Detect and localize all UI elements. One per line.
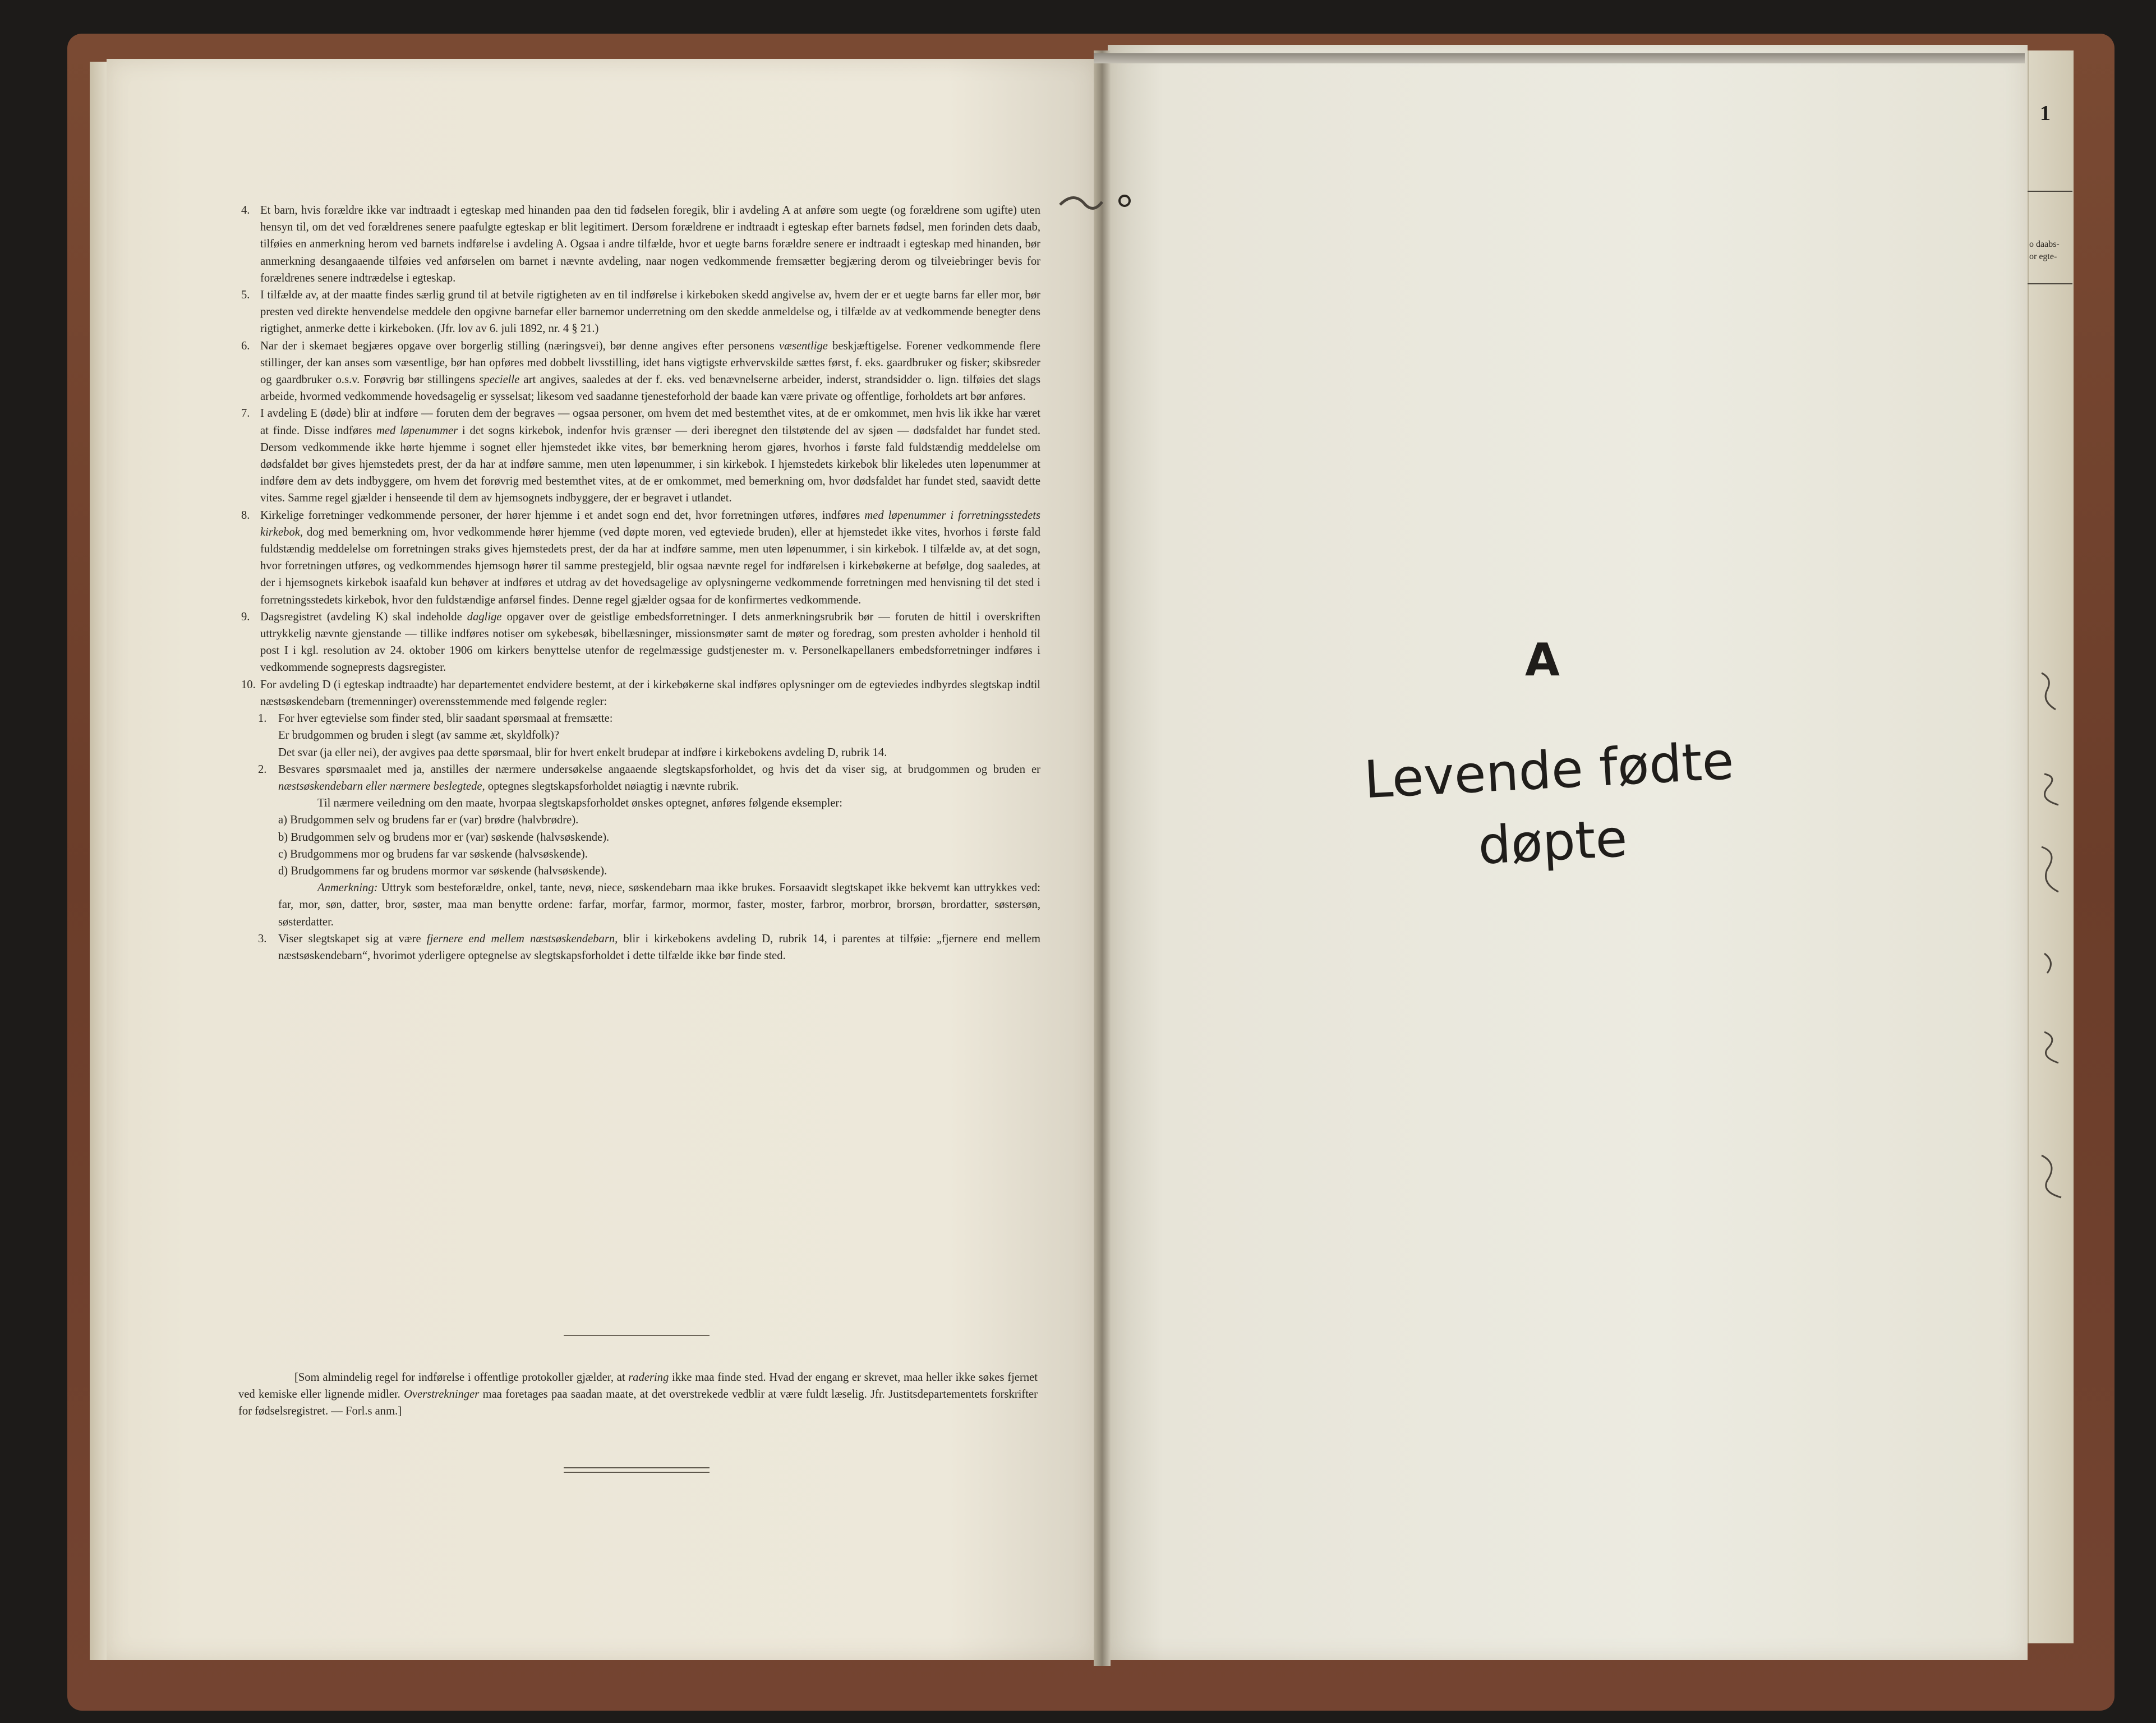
subrule-1: 1. For hver egtevielse som finder sted, blir saadant spørsmaal at fremsætte:	[258, 712, 613, 725]
page-number: 1	[2040, 102, 2051, 125]
instructions-text	[241, 202, 1040, 964]
section-title	[1303, 722, 1798, 891]
binding-strip	[1094, 53, 2025, 63]
example-b: b) Brudgommen selv og brudens mor er (var) søskende (halvsøskende).	[278, 831, 610, 844]
page-stack-edge	[90, 62, 108, 1660]
section-letter: A	[1525, 634, 1560, 686]
remark: Anmerkning: Uttryk som besteforældre, onkel, tante, nevø, niece, søskendebarn maa ikke brukes. Forsaavidt slegtskapet ikke bekvemt kan uttrykkes ved: far, mor, søn, datter, bror, søster, maa man benytte ordene: farfar, morfar, farmor, mormor, faster, moster, farbror, morbror, brorsøn, brordatter, søstersøn, søsterdatter.	[278, 882, 1040, 928]
rule-4: 4. Et barn, hvis forældre ikke var indtraadt i egteskap med hinanden paa den tid fødselen foregik, blir i avdeling A at anføre som uegte (og forældrene som ugifte) uten hensyn til, om det ved forældrenes senere paafulgte egteskap er blit legitimert. Dersom forældrene er indtraadt i egteskap efter barnets fødsel, men forinden dets daab, tilføies en anmerkning herom ved barnets indførelse i avdeling A. Ogsaa i andre tilfælde, hvor et uegte barns forældre senere er indtraadt i egteskap med hinanden, bør anmerkning desangaaende tilføies ved anførselen om barnet i nævnte avdeling, naar nogen vedkommende fremsætter begjæring derom og tilveiebringer bevis for forældrenes senere indtrædelse i egteskap.	[241, 204, 1040, 284]
example-c: c) Brudgommens mor og brudens far var søskende (halvsøskende).	[278, 847, 588, 860]
rule-10: 10. For avdeling D (i egteskap indtraadte) har departementet endvidere bestemt, at der i kirkebøkerne skal indføres oplysninger om de egteviedes indbyrdes slegtskap indtil næstsøskendebarn (tremenninger) overensstemmende med følgende regler:	[241, 678, 1040, 708]
end-double-rule	[564, 1467, 710, 1473]
rule-7: 7. I avdeling E (døde) blir at indføre — foruten dem der begraves — ogsaa personer, om hvem det med bestemthet vites, at de er omkommet, men hvis lik ikke har været at finde. Disse indføres med løpenummer i det sogns kirkebok, indenfor hvis grænser — deri iberegnet den tilstøtende del av sjøen — dødsfaldet har fundet sted. Dersom vedkommende ikke hørte hjemme i sognet eller hjemstedet ikke vites, bør bemerkning herom gjøres, hvorhos i første fald fuldstændig meddelelse om dødsfaldet bør gives hjemstedets prest, der da har at indføre samme, men uten løpenummer, i sin kirkebok. I hjemstedets kirkebok blir likeledes uten løpenummer at indføre dem av dets indbyggere, om hvem det forøvrig med bestemthet vites, at de er omkommet, med bemerkning om, hvor dødsfaldet har fundet sted, saavidt dette vites. Samme regel gjælder i henseende til dem av hjemsognets indbyggere, der er begravet i utlandet.	[241, 407, 1040, 505]
rule-8: 8. Kirkelige forretninger vedkommende personer, der hører hjemme i et andet sogn end det, hvor forretningen utføres, indføres med løpenummer i forretningsstedets kirkebok, dog med bemerkning om, hvor vedkommende hører hjemme (ved døpte moren, ved egteviede bruden), eller at hjemstedet ikke vites, hvorhos i første fald fuldstændig meddelelse om forretningen straks gives hjemstedets prest, der da har at indføre samme, men uten løpenummer, i sin kirkebok. I tilfælde av, at det sogn, hvor forretningen utføres, og vedkommendes hjemsogn hører til samme prestegjeld, blir ogsaa nævnte regel for indførelsen i kirkebøkerne at befølge, dog saaledes, at der i hjemsognets kirkebok isaafald kun behøver at indføres et utdrag av det hovedsagelige av oplysningerne vedkommende forretningen med henvisning til det sted i forretningsstedets kirkebok, hvor den fuldstændige anførsel findes. Denne regel gjælder ogsaa for de konfirmertes vedkommende.	[241, 509, 1040, 606]
subrule-1-answer: Det svar (ja eller nei), der avgives paa dette spørsmaal, blir for hvert enkelt brudepar at indføre i kirkebokens avdeling D, rubrik 14.	[278, 746, 887, 759]
rule-5: 5. I tilfælde av, at der maatte findes særlig grund til at betvile rigtigheten av en til indførelse i kirkeboken skedd angivelse av, hvem der er et uegte barns far eller mor, bør presten ved direkte henvendelse meddele den opgivne barnefar eller barnemor underretning om den skedde anmeldelse og, i tilfælde av at vedkommende benegter dens rigtighet, anmerke dette i kirkeboken. (Jfr. lov av 6. juli 1892, nr. 4 § 21.)	[241, 289, 1040, 335]
subrule-3: 3. Viser slegtskapet sig at være fjernere end mellem næstsøskendebarn, blir i kirkebokens avdeling D, rubrik 14, i parentes at tilføie: „fjernere end mellem næstsøskendebarn“, hvorimot yderligere optegnelse av slegtskapsforholdet i dette tilfælde ikke bør finde sted.	[258, 932, 1040, 962]
subrule-2-guidance: Til nærmere veiledning om den maate, hvorpaa slegtskapsforholdet ønskes optegnet, anføres følgende eksempler:	[317, 797, 843, 810]
edge-rule	[2028, 283, 2072, 284]
subrule-1-question: Er brudgommen og bruden i slegt (av samme æt, skyldfolk)?	[278, 729, 560, 742]
section-title-line-2: døpte	[1476, 808, 1629, 876]
example-a: a) Brudgommen selv og brudens far er (var) brødre (halvbrødre).	[278, 814, 579, 827]
binding-thread-icon	[1054, 185, 1139, 219]
section-divider	[564, 1335, 710, 1336]
edge-rule	[2028, 191, 2072, 192]
publisher-note: [Som almindelig regel for indførelse i offentlige protokoller gjælder, at radering ikke maa finde sted. Hvad der engang er skrevet, maa heller ikke søkes fjernet ved kemiske eller lignende midler. Overstrekninger maa foretages paa saadan maate, at det overstrekede vedblir at være fuldt læselig. Jfr. Justitsdepartementets forskrifter for fødselsregistret. — Forl.s anm.]	[238, 1371, 1038, 1417]
rule-6: 6. Nar der i skemaet begjæres opgave over borgerlig stilling (næringsvei), bør denne angives efter personens væsentlige beskjæftigelse. Forener vedkommende flere stillinger, der kan anses som væsentlige, bør han opføres med dobbelt livsstilling, idet hans vigtigste erhvervskilde sættes først, f. eks. gaardbruker og fisker; skibsreder og gaardbruker o.s.v. Forøvrig bør stillingens specielle art angives, saaledes at der f. eks. ved benævnelserne arbeider, inderst, strandsidder o. lign. tilføies det slags arbeide, hvormed vedkommende hovedsagelig er sysselsat; likesom ved saadanne tjenesteforhold der baade kan være private og offentlige, forholdets art bør anføres.	[241, 339, 1040, 403]
subrule-2: 2. Besvares spørsmaalet med ja, anstilles der nærmere undersøkelse angaaende slegtskapsforholdet, og hvis det da viser sig, at brudgommen og bruden er næstsøskendebarn eller nærmere beslegtede, optegnes slegtskapsforholdet nøiagtig i nævnte rubrik.	[258, 763, 1040, 793]
book-gutter	[1094, 50, 1111, 1666]
example-d: d) Brudgommens far og brudens mormor var søskende (halvsøskende).	[278, 864, 607, 877]
edge-column-text: o daabs- or egte-	[2029, 239, 2060, 261]
section-title-line-1: Levende fødte	[1362, 730, 1735, 810]
rule-9: 9. Dagsregistret (avdeling K) skal indeholde daglige opgaver over de geistlige embedsforretninger. I dets anmerkningsrubrik bør — foruten de hittil i overskriften uttrykkelig nævnte gjenstande — tillike indføres notiser om sykebesøk, bibellæsninger, missionsmøter samt de møter og foredrag, som presten avholder i henhold til post I i kgl. resolution av 24. oktober 1906 om kirkers benyttelse utenfor de regelmæssige gudstjenester m. v. Personelkapellaners embedsforretninger indføres i vedkommende sogneprests dagsregister.	[241, 610, 1041, 674]
handwritten-margin-marks	[2030, 662, 2081, 1223]
